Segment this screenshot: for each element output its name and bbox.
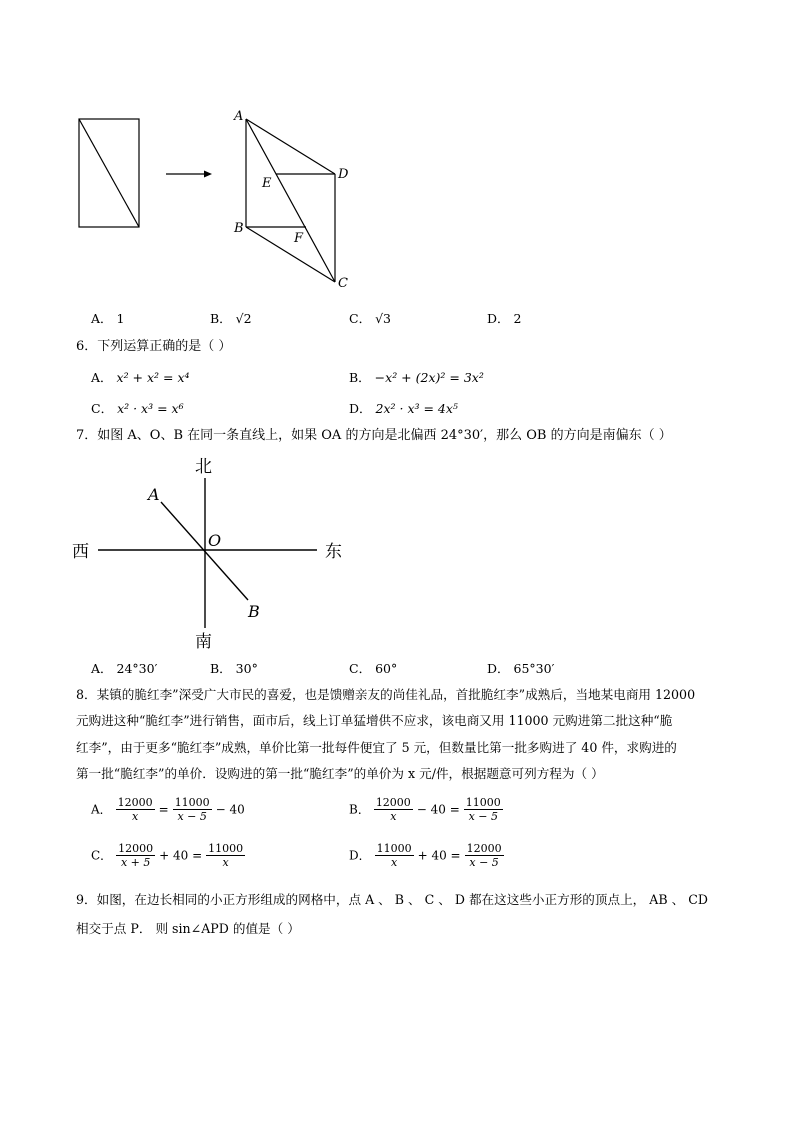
numerator: 12000 <box>375 796 411 809</box>
q8-c-operator: + 40 = <box>159 848 203 863</box>
point-label-F: F <box>294 231 304 246</box>
denominator: x <box>132 810 139 823</box>
q8-a-tail: − 40 <box>215 802 245 817</box>
denominator: x − 5 <box>177 810 207 823</box>
q8-option-a <box>91 796 245 823</box>
q6-option-b-letter: B． <box>349 370 371 385</box>
q7-option-b <box>210 660 258 678</box>
q6-option-b-expr: −x² + (2x)² = 3x² <box>374 370 484 385</box>
numerator: 11000 <box>208 842 244 855</box>
q9-line-2: 相交于点 P． 则 sin∠APD 的值是（ ） <box>76 921 300 936</box>
q8-option-b <box>349 796 503 823</box>
q7-option-a <box>91 660 157 678</box>
numerator: 12000 <box>117 796 153 809</box>
q5-option-c-letter: C． <box>349 311 372 326</box>
point-B: B <box>248 602 260 621</box>
q6-option-a-letter: A． <box>91 370 113 385</box>
point-label-A: A <box>234 109 244 124</box>
q7-option-d-letter: D． <box>487 661 510 676</box>
q7-option-c-letter: C． <box>349 661 372 676</box>
q8-b-operator: − 40 = <box>416 802 460 817</box>
denominator: x − 5 <box>468 810 498 823</box>
direction-west: 西 <box>72 542 89 562</box>
q8-line-4: 第一批“脆红李”的单价．设购进的第一批“脆红李”的单价为 x 元/件，根据题意可列方程为（ ） <box>76 766 604 781</box>
q8-b-fraction-2 <box>464 796 503 823</box>
q6-option-b <box>349 369 484 387</box>
folded-figure <box>246 119 335 282</box>
q8-a-fraction-2 <box>173 796 212 823</box>
q5-option-a <box>91 310 124 328</box>
point-A: A <box>148 485 160 504</box>
q7-option-d <box>487 660 554 678</box>
q8-c-fraction-2 <box>206 842 245 869</box>
denominator: x <box>391 856 398 869</box>
q7-option-b-value: 30° <box>235 661 258 676</box>
q8-line-1: 8．某镇的脆红李”深受广大市民的喜爱，也是馈赠亲友的尚佳礼品，首批脆红李”成熟后，当地某电商用 12000 <box>76 687 696 702</box>
q8-d-fraction-2 <box>465 842 504 869</box>
direction-east: 东 <box>325 542 342 562</box>
q8-option-c <box>91 842 245 869</box>
denominator: x <box>222 856 229 869</box>
point-label-C: C <box>338 276 348 291</box>
q7-option-b-letter: B． <box>210 661 232 676</box>
q5-option-d-value: 2 <box>513 311 522 326</box>
q6-option-c-expr: x² · x³ = x⁶ <box>117 401 184 416</box>
q6-option-d-letter: D． <box>349 401 372 416</box>
q5-option-a-letter: A． <box>91 311 113 326</box>
q5-option-b <box>210 310 252 328</box>
point-O: O <box>208 531 222 550</box>
q5-option-c <box>349 310 391 328</box>
direction-south: 南 <box>195 632 212 652</box>
q5-option-b-value: √2 <box>235 311 252 326</box>
denominator: x + 5 <box>120 856 151 869</box>
q8-d-fraction-1 <box>375 842 414 869</box>
point-label-E: E <box>262 176 272 191</box>
q6-stem: 6．下列运算正确的是（ ） <box>76 339 232 354</box>
q8-d-operator: + 40 = <box>417 848 461 863</box>
q9-line-1: 9．如图，在边长相同的小正方形组成的网格中，点 A 、 B 、 C 、 D 都在这这些小正方形的顶点上， AB 、 CD <box>76 892 708 907</box>
q7-stem: 7．如图 A、O、B 在同一条直线上，如果 OA 的方向是北偏西 24°30′，那么 OB 的方向是南偏东（ ） <box>76 428 672 443</box>
q5-option-a-value: 1 <box>116 311 125 326</box>
q7-option-a-value: 24°30′ <box>116 661 158 676</box>
question-5-figure <box>0 0 794 300</box>
rectangle-diagonal <box>79 119 139 227</box>
q8-c-fraction-1 <box>116 842 155 869</box>
q8-option-d <box>349 842 504 869</box>
transform-arrow <box>166 171 212 178</box>
folding-rectangle-diagram <box>79 119 139 227</box>
q5-option-b-letter: B． <box>210 311 232 326</box>
q5-option-c-value: √3 <box>375 311 391 326</box>
denominator: x − 5 <box>469 856 499 869</box>
numerator: 11000 <box>465 796 501 809</box>
q7-option-a-letter: A． <box>91 661 113 676</box>
q8-option-c-letter: C． <box>91 848 113 863</box>
q7-option-d-value: 65°30′ <box>513 661 555 676</box>
q7-option-c <box>349 660 397 678</box>
q8-option-b-letter: B． <box>349 802 370 817</box>
numerator: 12000 <box>466 842 502 855</box>
denominator: x <box>390 810 397 823</box>
q6-option-a-expr: x² + x² = x⁴ <box>116 370 190 385</box>
point-label-D: D <box>338 167 349 182</box>
q6-option-a <box>91 369 190 387</box>
q8-option-a-letter: A． <box>91 802 112 817</box>
point-label-B: B <box>234 221 244 236</box>
equals-sign: = <box>158 802 169 817</box>
q7-option-c-value: 60° <box>375 661 398 676</box>
q6-option-c-letter: C． <box>91 401 114 416</box>
q6-option-d <box>349 400 458 418</box>
q5-option-d-letter: D． <box>487 311 510 326</box>
numerator: 11000 <box>174 796 210 809</box>
q8-b-fraction-1 <box>374 796 413 823</box>
direction-north: 北 <box>195 457 212 477</box>
q6-option-d-expr: 2x² · x³ = 4x⁵ <box>375 401 458 416</box>
q8-a-fraction-1 <box>116 796 155 823</box>
q6-option-c <box>91 400 184 418</box>
q8-option-d-letter: D． <box>349 848 371 863</box>
q8-line-2: 元购进这种“脆红李”进行销售，面市后，线上订单猛增供不应求，该电商又用 11000 元购进第二批这种“脆 <box>76 713 673 728</box>
numerator: 12000 <box>118 842 154 855</box>
q7-compass-figure <box>60 450 380 655</box>
q5-option-d <box>487 310 521 328</box>
numerator: 11000 <box>376 842 412 855</box>
q8-line-3: 红李”，由于更多“脆红李”成熟，单价比第一批每件便宜了 5 元，但数量比第一批多购进了 40 件，求购进的 <box>76 740 677 755</box>
